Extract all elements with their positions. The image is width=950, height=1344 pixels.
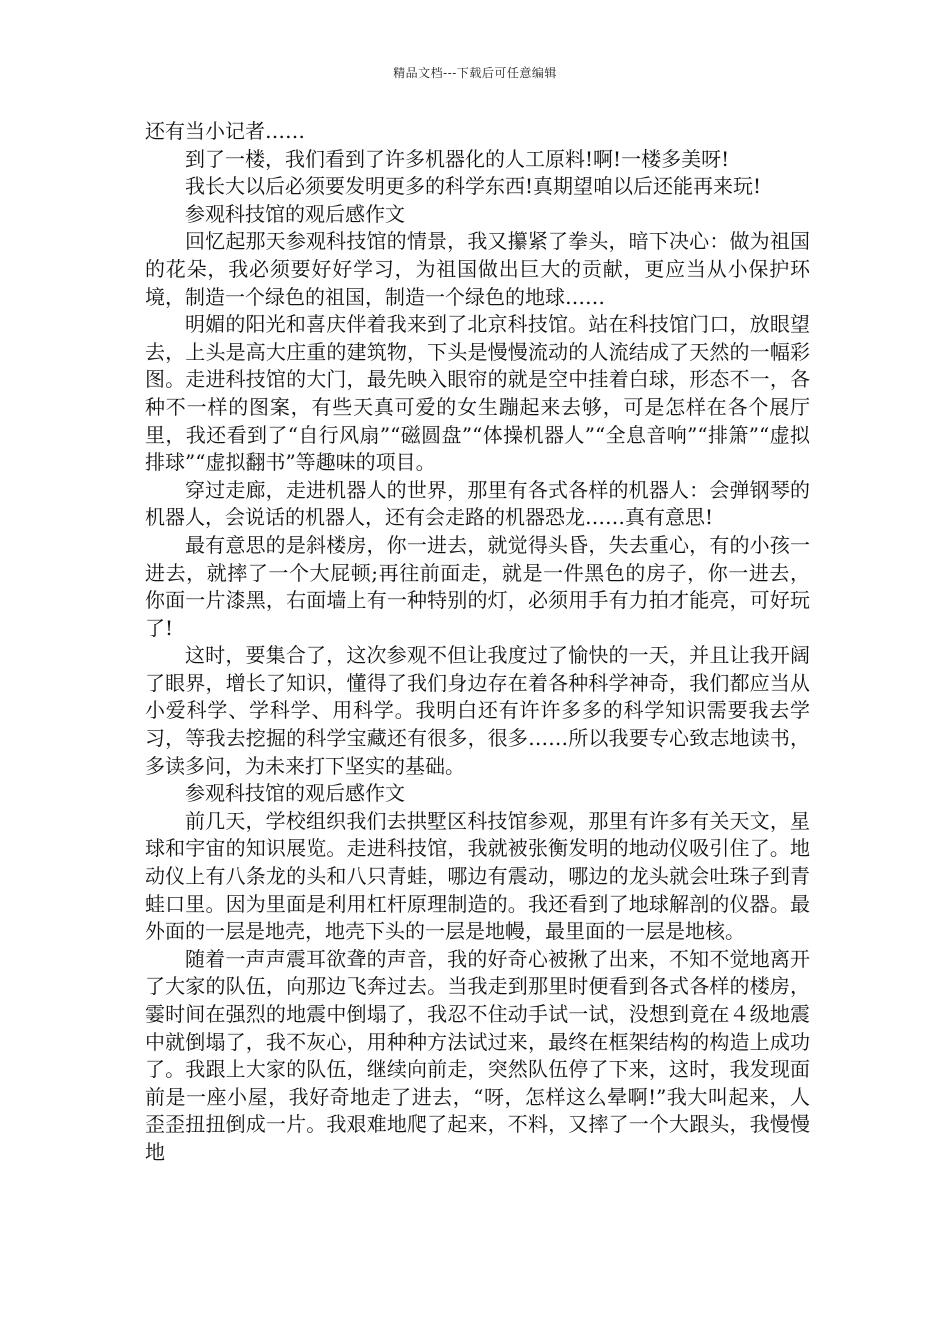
paragraph: 回忆起那天参观科技馆的情景，我又攥紧了拳头，暗下决心：做为祖国的花朵，我必须要好好学习，为祖国做出巨大的贡献，更应当从小保护环境，制造一个绿色的祖国，制造一个绿色的地球…… [145,229,810,309]
page-header: 精品文档---下载后可任意编辑 [393,66,557,80]
paragraph: 明媚的阳光和喜庆伴着我来到了北京科技馆。站在科技馆门口，放眼望去，上头是高大庄重的建筑物，下头是慢慢流动的人流结成了天然的一幅彩图。走进科技馆的大门，最先映入眼帘的就是空中挂着白球，形态不一，各种不一样的图案，有些天真可爱的女生蹦起来去够，可是怎样在各个展厅里，我还看到了“自行风扇”“磁圆盘”“体操机器人”“全息音响”“排箫”“虚拟排球”“虚拟翻书”等趣味的项目。 [145,312,810,475]
document-body [145,118,810,1167]
essay-title: 参观科技馆的观后感作文 [185,781,405,806]
paragraph: 最有意思的是斜楼房，你一进去，就觉得头昏，失去重心，有的小孩一进去，就摔了一个大屁顿;再往前面走，就是一件黑色的房子，你一进去，你面一片漆黑，右面墙上有一种特别的灯，必须用手有力拍才能亮，可好玩了! [145,532,810,640]
paragraph-continued: 还有当小记者…… [145,119,305,143]
essay-title: 参观科技馆的观后感作文 [185,201,405,226]
paragraph: 穿过走廊，走进机器人的世界，那里有各式各样的机器人：会弹钢琴的机器人，会说话的机器人，还有会走路的机器恐龙……真有意思! [145,477,810,530]
paragraph: 前几天，学校组织我们去拱墅区科技馆参观，那里有许多有关天文，星球和宇宙的知识展览。走进科技馆，我就被张衡发明的地动仪吸引住了。地动仪上有八条龙的头和八只青蛙，哪边有震动，哪边的龙头就会吐珠子到青蛙口里。因为里面是利用杠杆原理制造的。我还看到了地球解剖的仪器。最外面的一层是地壳，地壳下头的一层是地幔，最里面的一层是地核。 [145,808,810,944]
paragraph: 到了一楼，我们看到了许多机器化的人工原料!啊!一楼多美呀! [185,146,730,171]
paragraph: 我长大以后必须要发明更多的科学东西!真期望咱以后还能再来玩! [185,174,762,199]
paragraph: 随着一声声震耳欲聋的声音，我的好奇心被揪了出来，不知不觉地离开了大家的队伍，向那边飞奔过去。当我走到那里时便看到各式各样的楼房，霎时间在强烈的地震中倒塌了，我忍不住动手试一试，没想到竟在４级地震中就倒塌了，我不灰心，用种种方法试过来，最终在框架结构的构造上成功了。我跟上大家的队伍，继续向前走，突然队伍停了下来，这时，我发现面前是一座小屋，我好奇地走了进去，“呀，怎样这么晕啊!”我大叫起来，人歪歪扭扭倒成一片。我艰难地爬了起来，不料，又摔了一个大跟头，我慢慢地 [145,946,810,1164]
paragraph: 这时，要集合了，这次参观不但让我度过了愉快的一天，并且让我开阔了眼界，增长了知识，懂得了我们身边存在着各种科学神奇，我们都应当从小爱科学、学科学、用科学。我明白还有许许多多的科学知识需要我去学习，等我去挖掘的科学宝藏还有很多，很多……所以我要专心致志地读书，多读多问，为未来打下坚实的基础。 [145,643,810,778]
